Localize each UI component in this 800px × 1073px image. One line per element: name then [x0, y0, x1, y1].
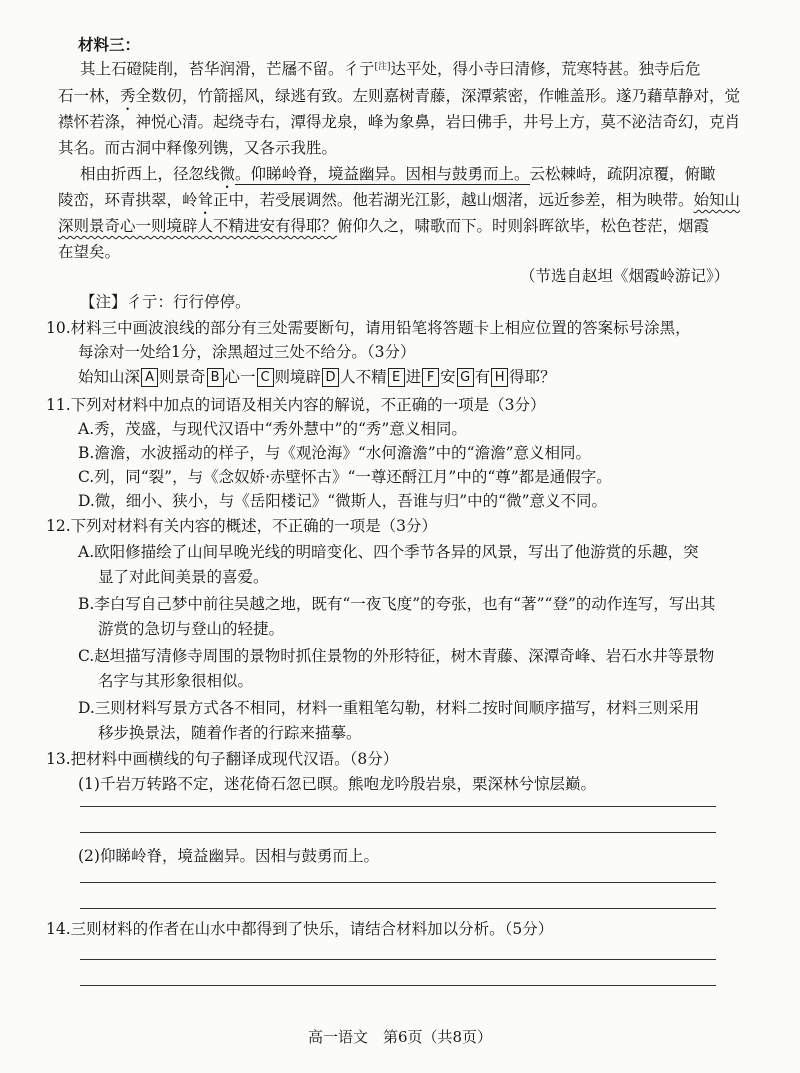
passage-line: 深则景奇心一则境辟人不精进安有得耶？俯仰久之，啸歌而下。时则斜晖欲毕，松色苍茫，烟霞 [58, 217, 710, 235]
page-footer: 高一语文 第6页（共8页） [307, 1028, 493, 1046]
passage-line: 陵峦，环青拱翠，岭耸正中，若受展调然。他若湖光江影，越山烟渚，远近参差，相为映带。始知山 [58, 191, 741, 209]
answer-box[interactable]: G [457, 368, 474, 387]
underlined-sentence: 。仰睇岭脊，境益幽异。因相与鼓勇而上。 [235, 165, 530, 183]
question-10-stem: 10.材料三中画波浪线的部分有三处需要断句，请用铅笔将答题卡上相应位置的答案标号涂黑， [46, 319, 691, 337]
dotted-word: 微 [219, 165, 236, 183]
question-12-option-c: 名字与其形象很相似。 [98, 672, 254, 690]
material-title: 材料三： [78, 35, 141, 54]
question-14-stem: 14.三则材料的作者在山水中都得到了快乐，请结合材料加以分析。（5分） [46, 920, 554, 938]
answer-line[interactable] [80, 832, 716, 833]
answer-box[interactable]: D [322, 368, 339, 387]
answer-line[interactable] [80, 959, 716, 960]
question-12-option-a: 显了对此间美景的喜爱。 [98, 568, 269, 586]
answer-line[interactable] [80, 882, 716, 883]
source-citation: （节选自赵坦《烟霞岭游记》） [520, 267, 730, 285]
question-12-option-d: 移步换景法，随着作者的行踪来描摹。 [98, 724, 362, 742]
passage-line: 石一林，秀全数仞，竹箭摇风，绿逃有致。左则嘉树青藤，深潭萦密，作帷盖形。遂乃藉草静对，觉 [58, 87, 741, 105]
passage-line: 相由折西上，径忽线微。仰睇岭脊，境益幽异。因相与鼓勇而上。云松棘峙，疏阴凉覆，俯瞰 [80, 165, 716, 183]
answer-box[interactable]: F [422, 368, 439, 387]
answer-line[interactable] [80, 908, 716, 909]
question-11-option-d: D.微，细小、狭小，与《岳阳楼记》“微斯人，吾谁与归”中的“微”意义不同。 [78, 492, 608, 510]
answer-box[interactable]: A [141, 368, 158, 387]
answer-box[interactable]: H [491, 368, 508, 387]
question-12-stem: 12.下列对材料有关内容的概述，不正确的一项是（3分） [46, 517, 438, 535]
question-13-sentence-2: (2)仰睇岭脊，境益幽异。因相与鼓勇而上。 [78, 847, 379, 865]
dotted-word: 耸 [197, 191, 214, 209]
question-10-sentence: 始知山深 A 则景奇 B 心一 C 则境辟 D 人不精 E 进 F 安 G 有 H 得耶？ [78, 368, 556, 386]
question-10-stem: 每涂对一处给1分，涂黑超过三处不给分。（3分） [78, 343, 416, 361]
question-12-option-b: B.李白写自己梦中前往吴越之地，既有“一夜飞度”的夸张，也有“著”“登”的动作连写，写出其 [78, 595, 716, 613]
question-12-option-a: A.欧阳修描绘了山间早晚光线的明暗变化、四个季节各异的风景，写出了他游赏的乐趣，突 [78, 543, 699, 561]
wavy-underlined-text: 始知山 [693, 191, 741, 209]
wavy-underlined-text: 深则景奇心一则境辟人不精进安有得耶？ [58, 217, 338, 235]
passage-line: 其名。而古洞中释像列镌，又各示我胜。 [58, 139, 338, 157]
question-11-stem: 11.下列对材料中加点的词语及相关内容的解说，不正确的一项是（3分） [46, 396, 546, 414]
question-11-option-b: B.澹澹，水波摇动的样子，与《观沧海》“水何澹澹”中的“澹澹”意义相同。 [78, 444, 592, 462]
answer-box[interactable]: C [257, 368, 274, 387]
passage-line: 其上石磴陡削，苔华润滑，芒屩不留。彳亍[注]达平处，得小寺曰清修，荒寒特甚。独寺后危 [80, 60, 701, 78]
passage-line: 在望矣。 [58, 243, 121, 261]
answer-line[interactable] [80, 806, 716, 807]
footnote: 【注】彳亍：行行停停。 [80, 293, 251, 311]
answer-box[interactable]: E [388, 368, 405, 387]
question-11-option-a: A.秀，茂盛，与现代汉语中“秀外慧中”的“秀”意义相同。 [78, 420, 467, 438]
dotted-word: 秀 [120, 87, 136, 105]
answer-box[interactable]: B [207, 368, 224, 387]
question-12-option-c: C.赵坦描写清修寺周围的景物时抓住景物的外形特征，树木青藤、深潭奇峰、岩石水井等景物 [78, 647, 715, 665]
answer-line[interactable] [80, 985, 716, 986]
question-13-stem: 13.把材料中画横线的句子翻译成现代汉语。（8分） [46, 750, 399, 768]
question-13-sentence-1: (1)千岩万转路不定，迷花倚石忽已暝。熊咆龙吟殷岩泉，栗深林兮惊层巅。 [78, 775, 596, 793]
passage-line: 襟怀若涤，神悦心清。起绕寺右，潭得龙泉，峰为象鼻，岩曰佛手，井号上方，莫不泌洁奇幻，克肖 [58, 113, 741, 131]
question-12-option-d: D.三则材料写景方式各不相同，材料一重粗笔勾勒，材料二按时间顺序描写，材料三则采用 [78, 699, 700, 717]
question-11-option-c: C.列，同“裂”，与《念奴娇·赤壁怀古》“一尊还酹江月”中的“尊”都是通假字。 [78, 468, 612, 486]
question-12-option-b: 游赏的急切与登山的轻捷。 [98, 620, 285, 638]
